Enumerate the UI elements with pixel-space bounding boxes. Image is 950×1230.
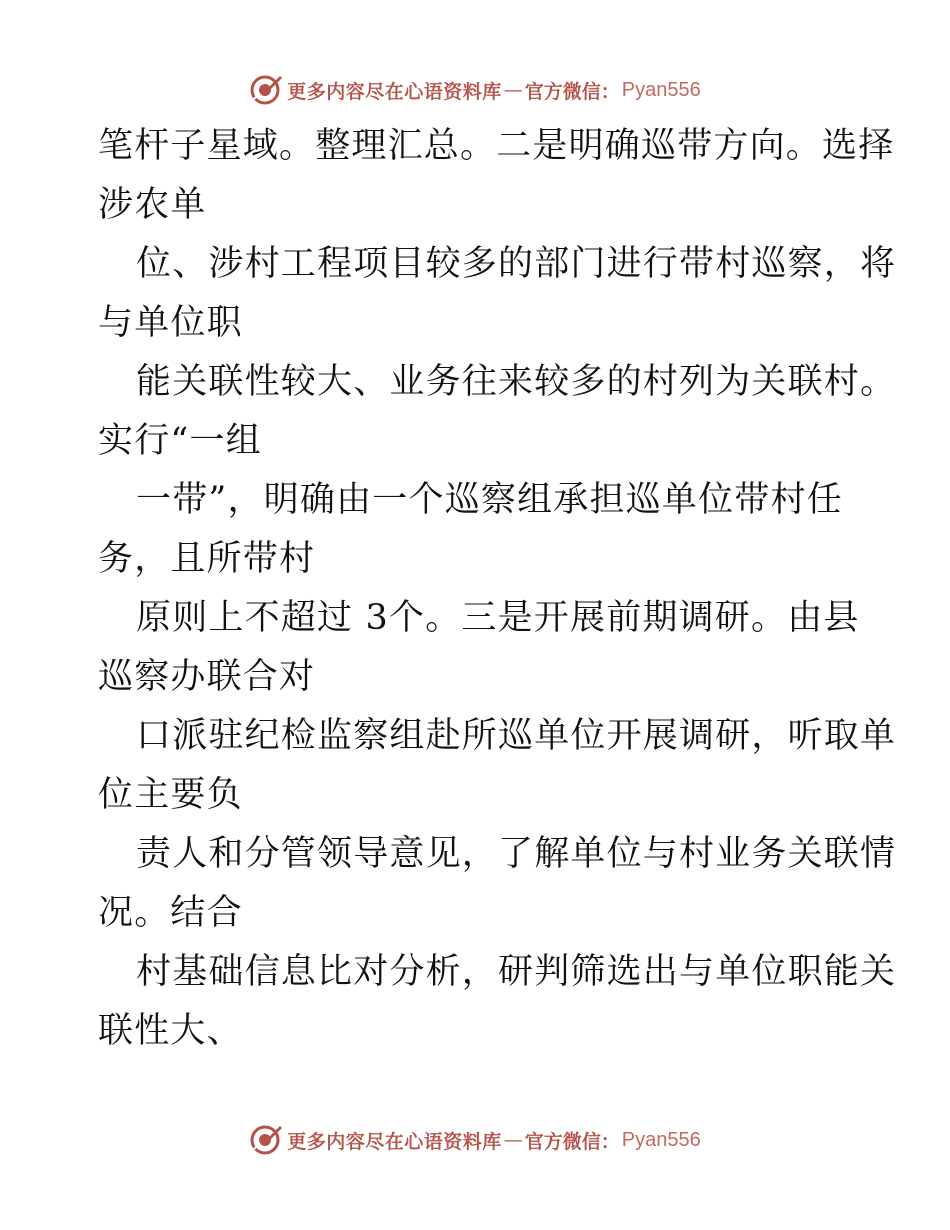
body-line-7: 一带”，明确由一个巡察组承担巡单位带村任 [136, 480, 843, 520]
body-line-3: 位、涉村工程项目较多的部门进行带村巡察，将 [136, 244, 897, 284]
body-line-4: 与单位职 [98, 303, 243, 343]
body-line-8: 务，且所带村 [98, 539, 316, 579]
body-line-10: 巡察办联合对 [98, 657, 316, 697]
watermark-wechat-id: Pyan556 [621, 78, 701, 101]
body-line-5: 能关联性较大、业务往来较多的村列为关联村。 [136, 362, 897, 402]
body-line-12: 位主要负 [98, 775, 243, 815]
body-line-16: 联性大、 [98, 1011, 243, 1051]
watermark-text: 更多内容尽在心语资料库 [287, 1130, 502, 1153]
watermark-official-label: 官方微信： [524, 1130, 620, 1153]
footer-watermark [0, 1123, 950, 1157]
body-line-9: 原则上不超过 3个。三是开展前期调研。由县 [136, 598, 860, 638]
header-watermark [0, 73, 950, 107]
watermark-text: 更多内容尽在心语资料库 [287, 80, 502, 103]
watermark-dash: — [503, 1129, 523, 1151]
body-line-15: 村基础信息比对分析，研判筛选出与单位职能关 [136, 952, 897, 992]
watermark-wechat-id: Pyan556 [621, 1128, 701, 1151]
pen-logo-icon [249, 1123, 283, 1157]
pen-logo-icon [249, 73, 283, 107]
watermark-dash: — [503, 79, 523, 101]
body-line-13: 责人和分管领导意见，了解单位与村业务关联情 [136, 834, 897, 874]
body-line-2: 涉农单 [98, 185, 207, 225]
body-line-6: 实行“一组 [98, 421, 262, 461]
body-line-14: 况。结合 [98, 893, 243, 933]
body-line-1: 笔杆子星域。整理汇总。二是明确巡带方向。选择 [98, 126, 895, 166]
body-line-11: 口派驻纪检监察组赴所巡单位开展调研，听取单 [136, 716, 897, 756]
watermark-official-label: 官方微信： [524, 80, 620, 103]
document-body [0, 117, 950, 1061]
